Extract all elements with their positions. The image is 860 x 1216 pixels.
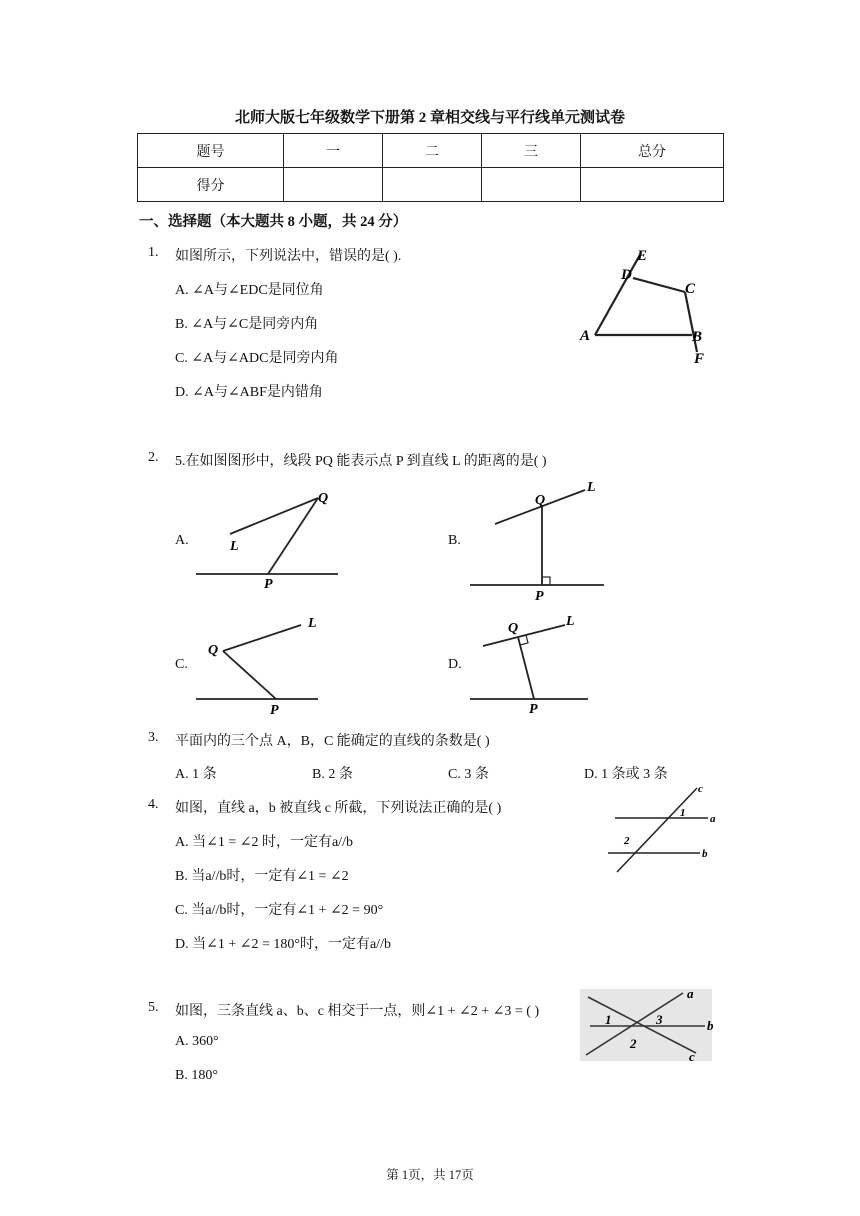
option-a: A. 当∠1 = ∠2 时，一定有a//b (175, 835, 353, 850)
label-c: c (698, 783, 703, 795)
score-table (137, 133, 724, 202)
label-f: F (694, 351, 705, 367)
label-b: b (702, 848, 708, 860)
label-a: a (687, 986, 694, 1001)
score-input-cell[interactable] (284, 168, 383, 202)
option-a: A. ∠A与∠EDC是同位角 (175, 283, 324, 298)
q5-figure (580, 985, 720, 1065)
label-2: 2 (624, 835, 630, 847)
table-row (138, 168, 724, 202)
question-stem: 平面内的三个点 A，B，C 能确定的直线的条数是( ) (175, 734, 490, 749)
label-p: P (529, 702, 538, 717)
score-input-cell[interactable] (482, 168, 581, 202)
question-number: 2. (148, 450, 159, 465)
label-2: 2 (630, 1036, 637, 1051)
question-number: 3. (148, 730, 159, 745)
option-c: C. 3 条 (448, 767, 489, 782)
question-number: 4. (148, 797, 159, 812)
option-d: D. 1 条或 3 条 (584, 767, 668, 782)
q2-figure-b (465, 475, 615, 605)
score-input-cell[interactable] (581, 168, 724, 202)
label-q: Q (535, 493, 546, 508)
label-3: 3 (656, 1012, 663, 1027)
option-a: A. 360° (175, 1034, 219, 1049)
option-c: C. (175, 657, 188, 672)
question-number: 5. (148, 1000, 159, 1015)
label-p: P (264, 577, 273, 592)
label-b: b (707, 1018, 714, 1033)
table-row (138, 134, 724, 168)
label-e: E (637, 248, 648, 264)
label-d: D (621, 267, 632, 283)
label-p: P (535, 589, 544, 604)
table-cell: 三 (482, 134, 581, 168)
q2-figure-d (465, 605, 615, 715)
table-cell: 得分 (138, 168, 284, 202)
option-c: C. 当a//b时，一定有∠1 + ∠2 = 90° (175, 903, 384, 918)
option-b: B. (448, 533, 461, 548)
label-l: L (587, 480, 596, 495)
table-cell: 总分 (581, 134, 724, 168)
label-1: 1 (680, 807, 686, 819)
page-title: 北师大版七年级数学下册第 2 章相交线与平行线单元测试卷 (234, 110, 625, 126)
table-cell: 二 (383, 134, 482, 168)
option-b: B. ∠A与∠C是同旁内角 (175, 317, 319, 332)
option-d: D. (448, 657, 462, 672)
question-number: 1. (148, 245, 159, 260)
option-d: D. ∠A与∠ABF是内错角 (175, 385, 323, 400)
label-l: L (566, 614, 575, 629)
option-c: C. ∠A与∠ADC是同旁内角 (175, 351, 339, 366)
option-a: A. (175, 533, 189, 548)
q1-figure (575, 240, 725, 370)
label-a: a (710, 813, 716, 825)
q4-figure (600, 780, 725, 875)
label-l: L (230, 539, 239, 554)
page-footer: 第 1页，共 17页 (386, 1168, 474, 1182)
score-input-cell[interactable] (383, 168, 482, 202)
option-b: B. 当a//b时，一定有∠1 = ∠2 (175, 869, 349, 884)
label-l: L (308, 616, 317, 631)
q2-figure-c (190, 610, 350, 718)
label-c: c (689, 1049, 695, 1064)
label-b: B (692, 329, 703, 345)
section-heading: 一、选择题（本大题共 8 小题，共 24 分） (139, 214, 408, 230)
label-p: P (270, 703, 279, 718)
option-d: D. 当∠1 + ∠2 = 180°时，一定有a//b (175, 937, 391, 952)
label-1: 1 (605, 1012, 612, 1027)
label-q: Q (208, 643, 219, 658)
label-c: C (685, 281, 696, 297)
question-stem: 如图，直线 a，b 被直线 c 所截，下列说法正确的是( ) (175, 801, 502, 816)
label-a: A (580, 328, 591, 344)
option-a: A. 1 条 (175, 767, 217, 782)
question-stem: 5.在如图图形中，线段 PQ 能表示点 P 到直线 L 的距离的是( ) (175, 454, 547, 469)
table-cell: 一 (284, 134, 383, 168)
option-b: B. 2 条 (312, 767, 353, 782)
q2-figure-a (190, 485, 350, 595)
table-cell: 题号 (138, 134, 284, 168)
label-q: Q (508, 621, 519, 636)
label-q: Q (318, 491, 329, 506)
question-stem: 如图所示，下列说法中，错误的是( ). (175, 249, 402, 264)
question-stem: 如图，三条直线 a、b、c 相交于一点，则∠1 + ∠2 + ∠3 = ( ) (175, 1004, 540, 1019)
option-b: B. 180° (175, 1068, 218, 1083)
